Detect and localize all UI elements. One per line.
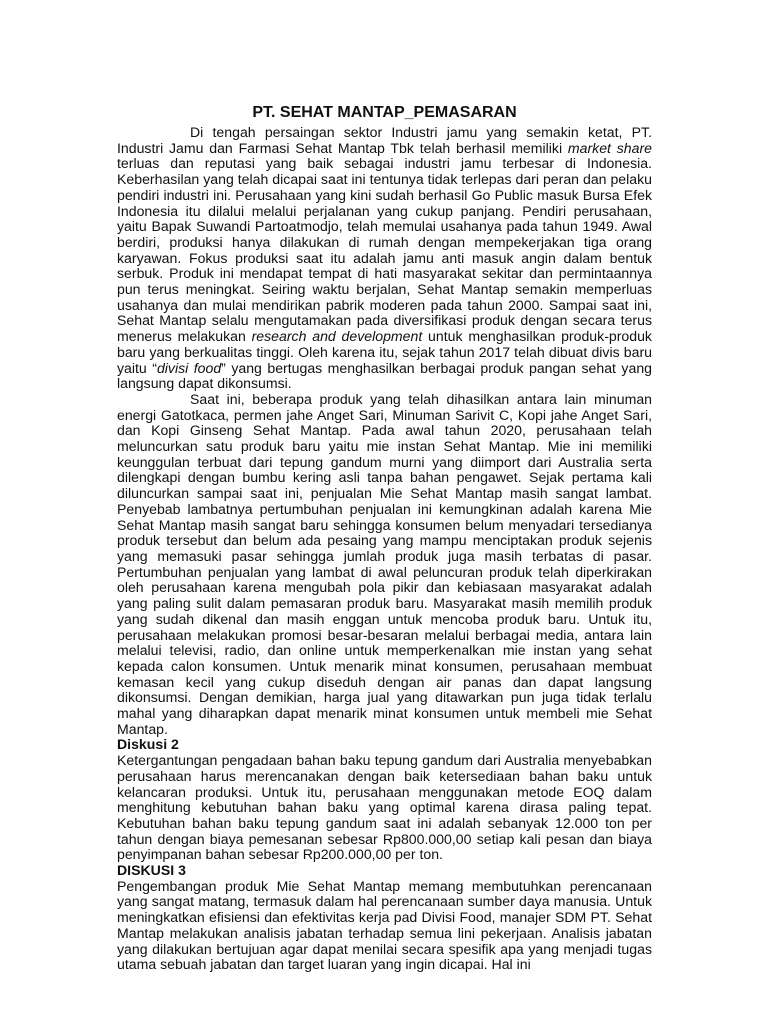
text-run: untuk menghasilkan produk-produk baru yang berkualitas tinggi. Oleh karena itu, sejak tahun 2017 telah dibuat divis baru yaitu “ [117,328,652,376]
italic-term-market-share: market share [567,139,652,156]
paragraph-diskusi-3: Pengembangan produk Mie Sehat Mantap memang membutuhkan perencanaan yang sangat matang, termasuk dalam hal perencanaan sumber daya manusia. Untuk meningkatkan efisiensi dan efektivitas kerja pad Divisi Food, manajer SDM PT. Sehat Mantap melakukan analisis jabatan terhadap semua lini pekerjaan. Analisis jabatan yang dilakukan bertujuan agar dapat menilai secara spesifik apa yang menjadi tugas utama sebuah jabatan dan target luaran yang ingin dicapai. Hal ini [117,877,652,973]
paragraph-intro [117,125,652,392]
text-run: ” yang bertugas menghasilkan berbagai produk pangan sehat yang langsung dapat dikonsumsi. [117,359,652,392]
text-run: terluas dan reputasi yang baik sebagai industri jamu terbesar di Indonesia. Keberhasilan yang telah dicapai saat ini tentunya tidak terlepas dari peran dan pelaku pendiri industri ini. Perusahaan yang kini sudah berhasil Go Public masuk Bursa Efek Indonesia itu dilalui melalui perjalanan yang cukup panjang. Pendiri perusahaan, yaitu Bapak Suwandi Partoatmodjo, telah memulai usahanya pada tahun 1949. Awal berdiri, produksi hanya dilakukan di rumah dengan mempekerjakan tiga orang karyawan. Fokus produksi saat itu adalah jamu anti masuk angin dalam bentuk serbuk. Produk ini mendapat tempat di hati masyarakat sekitar dan permintaannya pun terus meningkat. Seiring waktu berjalan, Sehat Mantap semakin memperluas usahanya dan mulai mendirikan pabrik moderen pada tahun 2000. Sampai saat ini, Sehat Mantap selalu mengutamakan pada diversifikasi produk dengan secara terus menerus melakukan [117,155,652,345]
italic-term-research-development: research and development [251,328,423,345]
document-page [117,104,652,973]
paragraph-products: Saat ini, beberapa produk yang telah dihasilkan antara lain minuman energi Gatotkaca, permen jahe Anget Sari, Minuman Sarivit C, Kopi jahe Anget Sari, dan Kopi Ginseng Sehat Mantap. Pada awal tahun 2020, perusahaan telah meluncurkan satu produk baru yaitu mie instan Sehat Mantap. Mie ini memiliki keunggulan terbuat dari tepung gandum murni yang diimport dari Australia serta dilengkapi dengan bumbu kering asli tanpa bahan pengawet. Sejak pertama kali diluncurkan sampai saat ini, penjualan Mie Sehat Mantap masih sangat lambat. Penyebab lambatnya pertumbuhan penjualan ini kemungkinan adalah karena Mie Sehat Mantap masih sangat baru sehingga konsumen belum menyadari tersedianya produk tersebut dan belum ada pesaing yang mampu menciptakan produk sejenis yang memasuki pasar sehingga jumlah produk juga masih terbatas di pasar. Pertumbuhan penjualan yang lambat di awal peluncuran produk telah diperkirakan oleh perusahaan karena mengubah pola pikir dan kebiasaan masyarakat adalah yang paling sulit dalam pemasaran produk baru. Masyarakat masih memilih produk yang sudah dikenal dan masih enggan untuk mencoba produk baru. Untuk itu, perusahaan melakukan promosi besar-besaran melalui berbagai media, antara lain melalui televisi, radio, dan online untuk memperkenalkan mie instan yang sehat kepada calon konsumen. Untuk menarik minat konsumen, perusahaan membuat kemasan kecil yang cukup diseduh dengan air panas dan dapat langsung dikonsumsi. Dengan demikian, harga jual yang ditawarkan pun juga tidak terlalu mahal yang diharapkan dapat menarik minat konsumen untuk membeli mie Sehat Mantap. [117,390,652,737]
heading-diskusi-2: Diskusi 2 [117,736,179,753]
document-title: PT. SEHAT MANTAP_PEMASARAN [252,104,517,121]
italic-term-divisi-food: divisi food [156,359,222,376]
paragraph-diskusi-2: Ketergantungan pengadaan bahan baku tepung gandum dari Australia menyebabkan perusahaan harus merencanakan dengan baik ketersediaan bahan baku untuk kelancaran produksi. Untuk itu, perusahaan menggunakan metode EOQ dalam menghitung kebutuhan bahan baku yang optimal karena dirasa paling tepat. Kebutuhan bahan baku tepung gandum saat ini adalah sebanyak 12.000 ton per tahun dengan biaya pemesanan sebesar Rp800.000,00 setiap kali pesan dan biaya penyimpanan bahan sebesar Rp200.000,00 per ton. [117,752,652,863]
text-run: Di tengah persaingan sektor Industri jamu yang semakin ketat, PT. Industri Jamu dan Farmasi Sehat Mantap Tbk telah berhasil memiliki [117,124,652,156]
heading-diskusi-3: DISKUSI 3 [117,862,186,879]
